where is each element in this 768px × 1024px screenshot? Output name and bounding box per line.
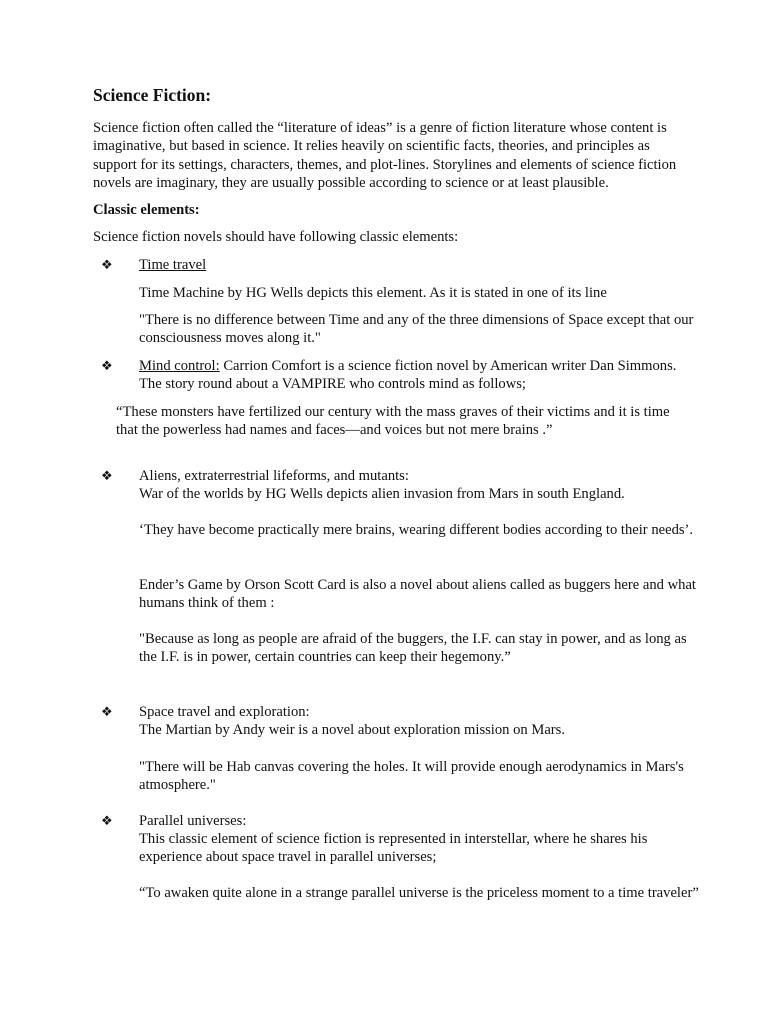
classic-elements-heading: Classic elements: — [93, 202, 200, 218]
aliens-heading: Aliens, extraterrestrial lifeforms, and mutants: — [139, 468, 409, 484]
bullet-icon: ❖ — [101, 468, 113, 483]
parallel-universes-quote: “To awaken quite alone in a strange parallel universe is the priceless moment to a time traveler” — [139, 885, 699, 901]
space-travel-quote: "There will be Hab canvas covering the holes. It will provide enough aerodynamics in Mars's atmosphere." — [139, 759, 684, 794]
classic-elements-intro: Science fiction novels should have following classic elements: — [93, 229, 459, 245]
mind-control-heading: Mind control: — [139, 358, 220, 374]
parallel-universes-text: This classic element of science fiction is represented in interstellar, where he shares his experience about space travel in parallel universes; — [139, 831, 648, 866]
bullet-icon: ❖ — [101, 813, 113, 828]
time-travel-quote: "There is no difference between Time and any of the three dimensions of Space except that our consciousness moves along it." — [139, 312, 694, 347]
mind-control-paragraph — [139, 357, 699, 394]
mind-control-text: Carrion Comfort is a science fiction novel by American writer Dan Simmons. The story round about a VAMPIRE who controls mind as follows; — [139, 358, 677, 393]
aliens-quote: ‘They have become practically mere brains, wearing different bodies according to their needs’. — [139, 522, 694, 538]
bullet-icon: ❖ — [101, 704, 113, 719]
enders-game-text: Ender’s Game by Orson Scott Card is also a novel about aliens called as buggers here and what humans think of them : — [139, 577, 696, 612]
parallel-universes-heading: Parallel universes: — [139, 813, 247, 829]
page-title: Science Fiction: — [93, 85, 212, 105]
enders-game-quote: "Because as long as people are afraid of the buggers, the I.F. can stay in power, and as long as the I.F. is in power, certain countries can keep their hegemony.” — [139, 631, 687, 666]
space-travel-text: The Martian by Andy weir is a novel about exploration mission on Mars. — [139, 722, 565, 738]
mind-control-quote: “These monsters have fertilized our century with the mass graves of their victims and it is time that the powerless had names and faces—and voices but not mere brains .” — [116, 404, 670, 439]
bullet-icon: ❖ — [101, 257, 113, 272]
bullet-icon: ❖ — [101, 358, 113, 373]
space-travel-heading: Space travel and exploration: — [139, 704, 310, 720]
aliens-text: War of the worlds by HG Wells depicts alien invasion from Mars in south England. — [139, 486, 625, 502]
time-travel-heading: Time travel — [139, 257, 207, 273]
intro-paragraph: Science fiction often called the “literature of ideas” is a genre of fiction literature whose content is imaginative, but based in science. It relies heavily on scientific facts, theories, and principles as support for its settings, characters, themes, and plot-lines. Storylines and elements of science fiction novels are imaginary, they are usually possible according to science or at least plausible. — [93, 120, 677, 192]
time-travel-text: Time Machine by HG Wells depicts this element. As it is stated in one of its line — [139, 285, 607, 301]
